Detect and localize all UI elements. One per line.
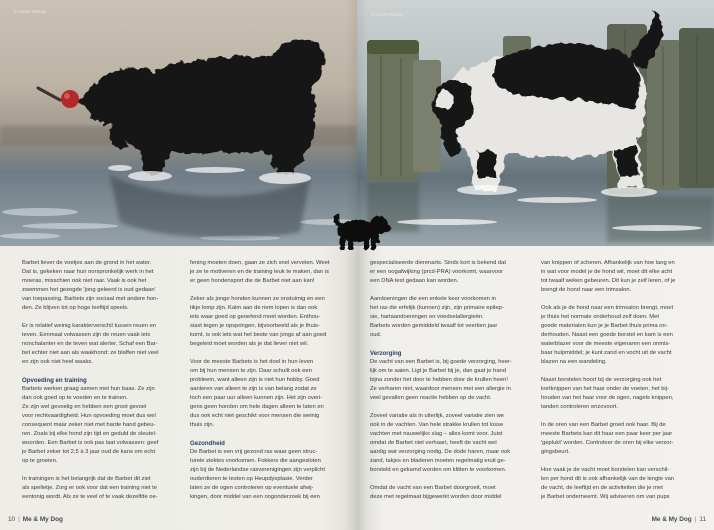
paragraph: Omdat de vacht van een Barbet doorgroeit, moet deze met regelmaat bijgewerkt worden door middel (370, 485, 502, 500)
paragraph: fening moeten doen, gaan ze zich snel vervelen. Weet je ze te motiveren en de training leuk te maken, dan is er geen hondensport die de Barbet niet aan kan! (190, 260, 330, 284)
paragraph: Naast borstelen hoort bij de verzorging ook het kortknippen van het haar onder de voeten, het bij- houden van het haar voor de ogen, nagels knippen, tanden controleren enzovoort. (541, 377, 674, 410)
photo-left-image (0, 0, 357, 246)
text-column-2 (190, 259, 355, 511)
footer-separator: | (18, 516, 20, 523)
footer-separator: | (694, 516, 697, 523)
section-heading: Gezondheid (190, 440, 225, 447)
paragraph: In de oren van een Barbet groeit ook haar. Bij de meeste Barbets kan dit haar een paar keer per jaar 'geplukt' worden. Controleer de oren bij elke verzor- gingsbeurt. (541, 422, 674, 455)
paragraph: Aandoeningen die een enkele keer voorkomen in het ras die erfelijk (kunnen) zijn, zijn primaire epilep- sie, hartaandoeningen en voedselallergieën. Barbets worden gemiddeld twaalf tot veertien jaar oud. (370, 296, 504, 338)
paragraph: Voor de meeste Barbets is het doel in hun leven om bij hun mensen te zijn. Daar schuilt ook een probleem, want alleen zijn is niet hun hobby. Goed aanleren van alleen te zijn is van belang zodat ze toch een paar uur alleen kunnen zijn. Het zijn overi- gens geen honden om hele dagen alleen te laten en dus ook echt niet geschikt voor mensen die weinig thuis zijn. (190, 359, 324, 428)
paragraph: Er is relatief weinig karakterverschil tussen reuen en teven. Eenmaal volwassen zijn de reuen vaak iets nonchalanter en de teven wat alerter. Schaf een Bar- bet echter niet aan als waakhond: ze blaffen niet veel en zijn ook niet heel waaks. (22, 323, 159, 365)
page-number: 10 (8, 516, 16, 523)
photo-left (0, 0, 357, 246)
paragraph: Zoveel variatie als in uiterlijk, zoveel variatie zien we ook in de vachten. Van hele strakke krullen tot losse vachten met nauwelijks slag – alles komt voor. Juist omdat de Barbet niet verhaart, heeft de vacht wel aardig wat verzorging nodig. De dode haren, maar ook zand, takjes en bladeren moeten regelmatig eruit ge- borsteld en gekamd worden om klitten te voorkomen. (370, 413, 511, 473)
photo-right-image (357, 0, 714, 246)
section-heading: Opvoeding en training (22, 377, 87, 384)
paragraph: Barbet liever de voetjes aan de grond in het water. Dat is, gekeken naar hun oorspronkelijk werk in het moeras, misschien ook niet raar. Vaak is ook het zwemmen het gezegde 'jong geleerd is oud gedaan' van toepassing. Barbets zijn sociaal met andere hon- den. Ze blijven tot op hoge leeftijd speels. (22, 260, 159, 311)
magazine-title: Me & My Dog (22, 516, 63, 523)
section-heading: Verzorging (370, 350, 402, 357)
paragraph: Ook als je de hond naar een trimsalon brengt, moet je thuis het normale onderhoud zelf doen. Met goede materialen kun je je Barbet thuis prima on- derhouden. Naast een goede borstel en kam is een waterblazer voor de meeste eigenaren een onmis- baar hulpmiddel; je kunt zand en vocht uit de vacht blazen na een wandeling. (541, 305, 674, 365)
text-column-4 (541, 259, 706, 511)
paragraph: Zeker als jonge honden kunnen ze onstuimig en een tikje lomp zijn. Kalm aan de riem lopen is dan ook iets waar goed op geoefend moet worden. Enthou- siast tegen je opspringen, bijvoorbeeld als je thuis- komt, is ook iets wat het beste van jongs af aan goed begeleid moet worden als je dat liever niet wil. (190, 296, 327, 347)
paragraph: gespecialiseerde dierenarts. Sinds kort is bekend dat er een oogafwijking (prcd-PRA) voorkomt, waarvoor een DNA test gedaan kan worden. (370, 260, 506, 284)
photo-right (357, 0, 714, 246)
text-column-1 (22, 259, 187, 511)
paragraph: van knippen of scheren. Afhankelijk van hoe lang en in wat voor model je de hond wil, moet dit elke acht tot twaalf weken gebeuren. Dit kun je zelf leren, of je brengt de hond naar een trimsalon. (541, 260, 676, 293)
photo-credit: © Annie Plomp (371, 13, 403, 18)
page-number: 11 (699, 516, 706, 523)
page-footer-left (8, 516, 63, 524)
paragraph: Hoe vaak je de vacht moet borstelen kan verschil- len per hond dit is ook afhankelijk van de lengte van de vacht, de leeftijd en de activiteiten die je met je Barbet onderneemt. Wij adviseren om van pups (541, 467, 675, 500)
ball (61, 90, 79, 108)
text-column-3 (370, 259, 535, 511)
photo-credit: © Annie Plomp (14, 10, 46, 15)
dog-silhouette-icon (327, 211, 393, 253)
paragraph: In trainingen is het belangrijk dat de Barbet dit ziet als spelletje. Zorg er ook voor dat een training niet te eentonig wordt. Als ze te veel of te vaak dezelfde oe- (22, 476, 158, 500)
page-right (357, 0, 714, 530)
paragraph: De vacht van een Barbet is, bij goede verzorging, heer- lijk om te aaien. Ligt je Barbet bij je, dan gaat je hand bijna zonder het door te hebben door de krullen heen! Ze verharen niet, waardoor mensen met een allergie in veel gevallen geen reactie hebben op de vacht. (370, 359, 512, 401)
magazine-title: Me & My Dog (651, 516, 692, 523)
page-footer-right (652, 516, 706, 524)
paragraph: Barbets werken graag samen met hun baas. Ze zijn dan ook goed op te voeden en te trainen. Ze zijn wel gevoelig en hebben een groot gevoel voor rechtvaardigheid. Hun opvoeding moet dus wel consequent maar zeker niet met harde hand gebeu- ren. Zoals bij elke hond zijn tijd en geduld de sleutel- woorden. Een Barbet is ook pas laat volwassen: geef je Barbet zeker tot 2,5 à 3 jaar oud de kans om echt op te groeien. (22, 386, 159, 464)
paragraph: De Barbet is een vrij gezond ras waar geen struc- turele ziektes voorkomen. Fokkers die aangesloten zijn bij de Nederlandse rasverenigingen zijn verplicht ouderdieren te testen op Heupdysplasie. Verder laten ze de ogen controleren op eventuele afwij- kingen, door middel van een oogonderzoek bij een (190, 449, 326, 500)
